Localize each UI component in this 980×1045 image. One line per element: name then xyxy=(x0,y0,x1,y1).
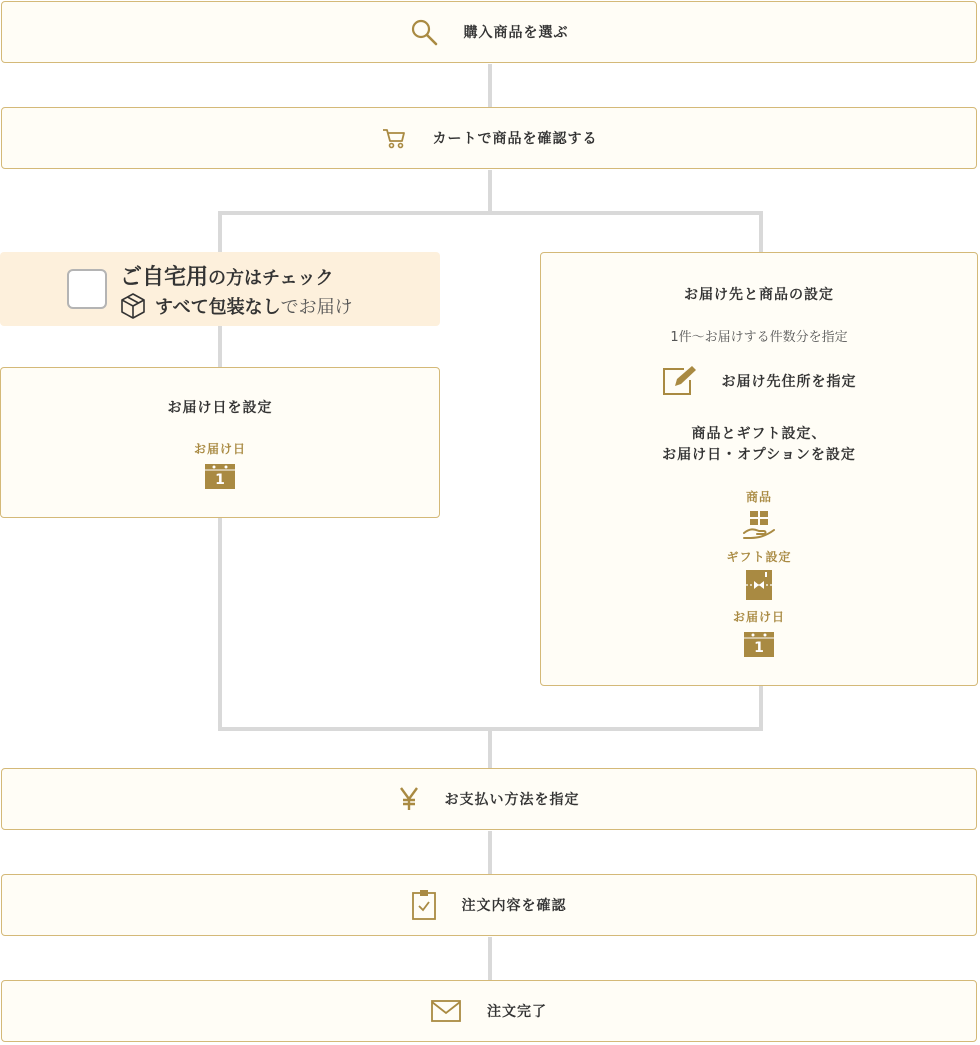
delivery-date-card xyxy=(0,367,440,518)
step-order-confirm xyxy=(1,874,977,936)
hand-boxes-icon xyxy=(742,511,776,541)
cart-icon xyxy=(381,126,407,150)
home-use-line2-rest: でお届け xyxy=(280,297,353,318)
calendar-day: 1 xyxy=(754,640,764,656)
connector-line xyxy=(488,831,492,874)
step-label: 注文完了 xyxy=(487,1004,547,1020)
step-label: 注文内容を確認 xyxy=(461,898,567,914)
step-label: 購入商品を選ぶ xyxy=(463,25,569,41)
step-label: カートで商品を確認する xyxy=(432,131,598,147)
yen-icon xyxy=(399,787,419,811)
card-subtitle: 1件〜お届けする件数分を指定 xyxy=(670,330,848,345)
step-cart-confirm xyxy=(1,107,977,169)
home-use-line2: すべて包装なし xyxy=(155,297,281,318)
edit-icon xyxy=(662,366,698,396)
home-use-note xyxy=(0,252,440,326)
calendar-icon xyxy=(744,632,774,657)
card-title: お届け日を設定 xyxy=(167,400,273,416)
calendar-day: 1 xyxy=(215,472,225,488)
step-payment xyxy=(1,768,977,830)
date-label: お届け日 xyxy=(732,610,785,624)
clipboard-check-icon xyxy=(412,890,436,920)
calendar-icon xyxy=(205,464,235,489)
box-icon xyxy=(119,292,147,320)
card-title: お届け先と商品の設定 xyxy=(684,287,834,303)
step-complete xyxy=(1,980,977,1042)
gift-label: ギフト設定 xyxy=(726,550,792,564)
home-use-title: ご自宅用 xyxy=(120,265,209,290)
address-product-card xyxy=(540,252,978,686)
connector-line xyxy=(488,64,492,107)
home-use-title-rest: の方はチェック xyxy=(208,268,334,289)
connector-line xyxy=(218,211,763,215)
settings-line2: お届け日・オプションを設定 xyxy=(662,447,856,463)
connector-line xyxy=(488,727,492,768)
gift-icon xyxy=(746,570,772,600)
address-label: お届け先住所を指定 xyxy=(721,374,857,390)
step-label: お支払い方法を指定 xyxy=(444,792,580,808)
connector-line xyxy=(488,170,492,214)
connector-line xyxy=(488,937,492,980)
product-label: 商品 xyxy=(745,490,772,504)
settings-line1: 商品とギフト設定、 xyxy=(691,426,827,442)
step-select-product xyxy=(1,1,977,63)
envelope-icon xyxy=(431,1000,461,1022)
home-use-checkbox[interactable] xyxy=(67,269,107,309)
search-icon xyxy=(410,18,438,46)
date-label: お届け日 xyxy=(193,442,246,456)
